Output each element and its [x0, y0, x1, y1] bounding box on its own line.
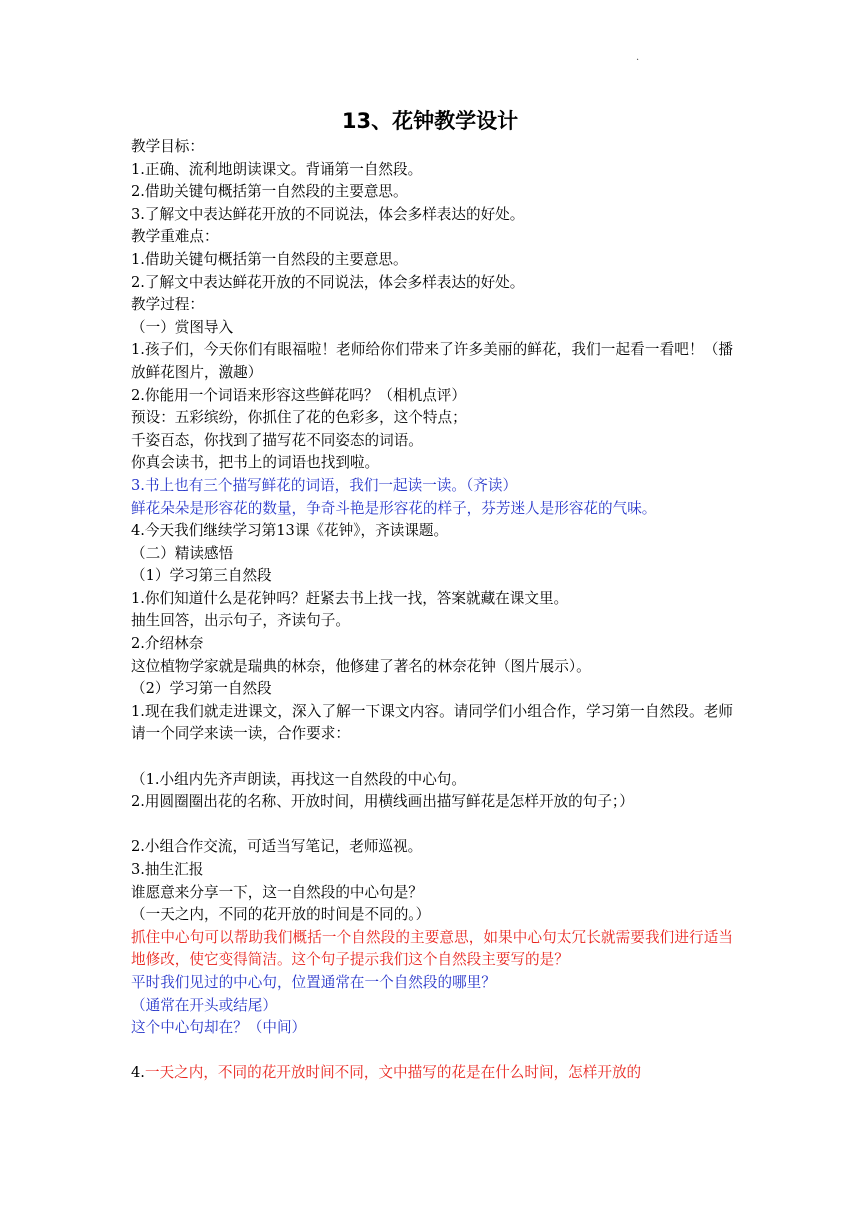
preset-answer-3: 你真会读书，把书上的词语也找到啦。 — [131, 454, 380, 472]
word-explanation: 鲜花朵朵是形容花的数量，争奇斗艳是形容花的样子，芬芳迷人是形容花的气味。 — [131, 499, 657, 517]
objective-3: 3.了解文中表达鲜花开放的不同说法，体会多样表达的好处。 — [131, 205, 525, 223]
answer-position: （通常在开头或结尾） — [131, 996, 277, 1014]
intro-step-3: 3.书上也有三个描写鲜花的词语，我们一起读一读。（齐读） — [131, 476, 518, 494]
step-4-text: 一天之内，不同的花开放时间不同，文中描写的花是在什么时间，怎样开放的 — [144, 1064, 642, 1082]
reading-step-2: 2.介绍林奈 — [131, 635, 204, 653]
cooperation-req-1: （1.小组内先齐声朗读，再找这一自然段的中心句。 — [131, 770, 466, 788]
step-4-number: 4. — [131, 1064, 145, 1082]
subsection-paragraph-1: （2）学习第一自然段 — [131, 680, 272, 698]
paragraph-1-step-3: 3.抽生汇报 — [131, 861, 204, 878]
blank-line — [131, 814, 733, 837]
preset-answer-1: 预设：五彩缤纷，你抓住了花的色彩多，这个特点； — [131, 409, 467, 427]
section-reading: （二）精读感悟 — [131, 544, 234, 562]
heading-key-points: 教学重难点： — [131, 228, 219, 246]
objective-1: 1.正确、流利地朗读课文。背诵第一自然段。 — [131, 160, 423, 178]
intro-step-4: 4.今天我们继续学习第13课《花钟》，齐读课题。 — [131, 522, 449, 540]
question-this-position: 这个中心句却在？（中间） — [131, 1019, 307, 1037]
document-title: 13、花钟教学设计 — [341, 109, 519, 133]
intro-step-1: 1.孩子们，今天你们有眼福啦！老师给你们带来了许多美丽的鲜花，我们一起看一看吧！（播放鲜花图片，激趣） — [131, 341, 733, 381]
paragraph-1-step-1: 1.现在我们就走进课文，深入了解一下课文内容。请同学们小组合作，学习第一自然段。老师请一个同学来读一读，合作要求： — [131, 702, 733, 743]
blank-line — [131, 1040, 733, 1063]
question-central-sentence: 谁愿意来分享一下，这一自然段的中心句是？ — [131, 883, 423, 901]
reading-step-1-note: 抽生回答，出示句子，齐读句子。 — [131, 612, 350, 630]
intro-step-2: 2.你能用一个词语来形容这些鲜花吗？（相机点评） — [131, 386, 466, 404]
document-body — [131, 136, 733, 1085]
subsection-paragraph-3: （1）学习第三自然段 — [131, 567, 272, 585]
paragraph-1-step-2: 2.小组合作交流，可适当写笔记，老师巡视。 — [131, 838, 423, 856]
answer-central-sentence: （一天之内，不同的花开放的时间是不同的。） — [131, 906, 431, 924]
paragraph-1-step-4 — [131, 1062, 733, 1085]
question-position: 平时我们见过的中心句，位置通常在一个自然段的哪里？ — [131, 973, 496, 991]
linnaeus-intro: 这位植物学家就是瑞典的林奈，他修建了著名的林奈花钟（图片展示）。 — [131, 657, 591, 675]
preset-answer-2: 千姿百态，你找到了描写花不同姿态的词语。 — [131, 431, 423, 449]
section-intro: （一）赏图导入 — [131, 318, 234, 336]
page-dot-mark: · — [636, 55, 640, 66]
key-point-2: 2.了解文中表达鲜花开放的不同说法，体会多样表达的好处。 — [131, 273, 525, 291]
heading-objectives: 教学目标： — [131, 138, 204, 155]
heading-process: 教学过程： — [131, 296, 204, 314]
blank-line — [131, 746, 733, 769]
central-sentence-tip: 抓住中心句可以帮助我们概括一个自然段的主要意思，如果中心句太冗长就需要我们进行适当地修改，使它变得简洁。这个句子提示我们这个自然段主要写的是？ — [131, 928, 733, 969]
objective-2: 2.借助关键句概括第一自然段的主要意思。 — [131, 183, 408, 201]
reading-step-1: 1.你们知道什么是花钟吗？赶紧去书上找一找，答案就藏在课文里。 — [131, 589, 569, 607]
cooperation-req-2: 2.用圆圈圈出花的名称、开放时间，用横线画出描写鲜花是怎样开放的句子；） — [131, 793, 634, 811]
key-point-1: 1.借助关键句概括第一自然段的主要意思。 — [131, 250, 408, 268]
